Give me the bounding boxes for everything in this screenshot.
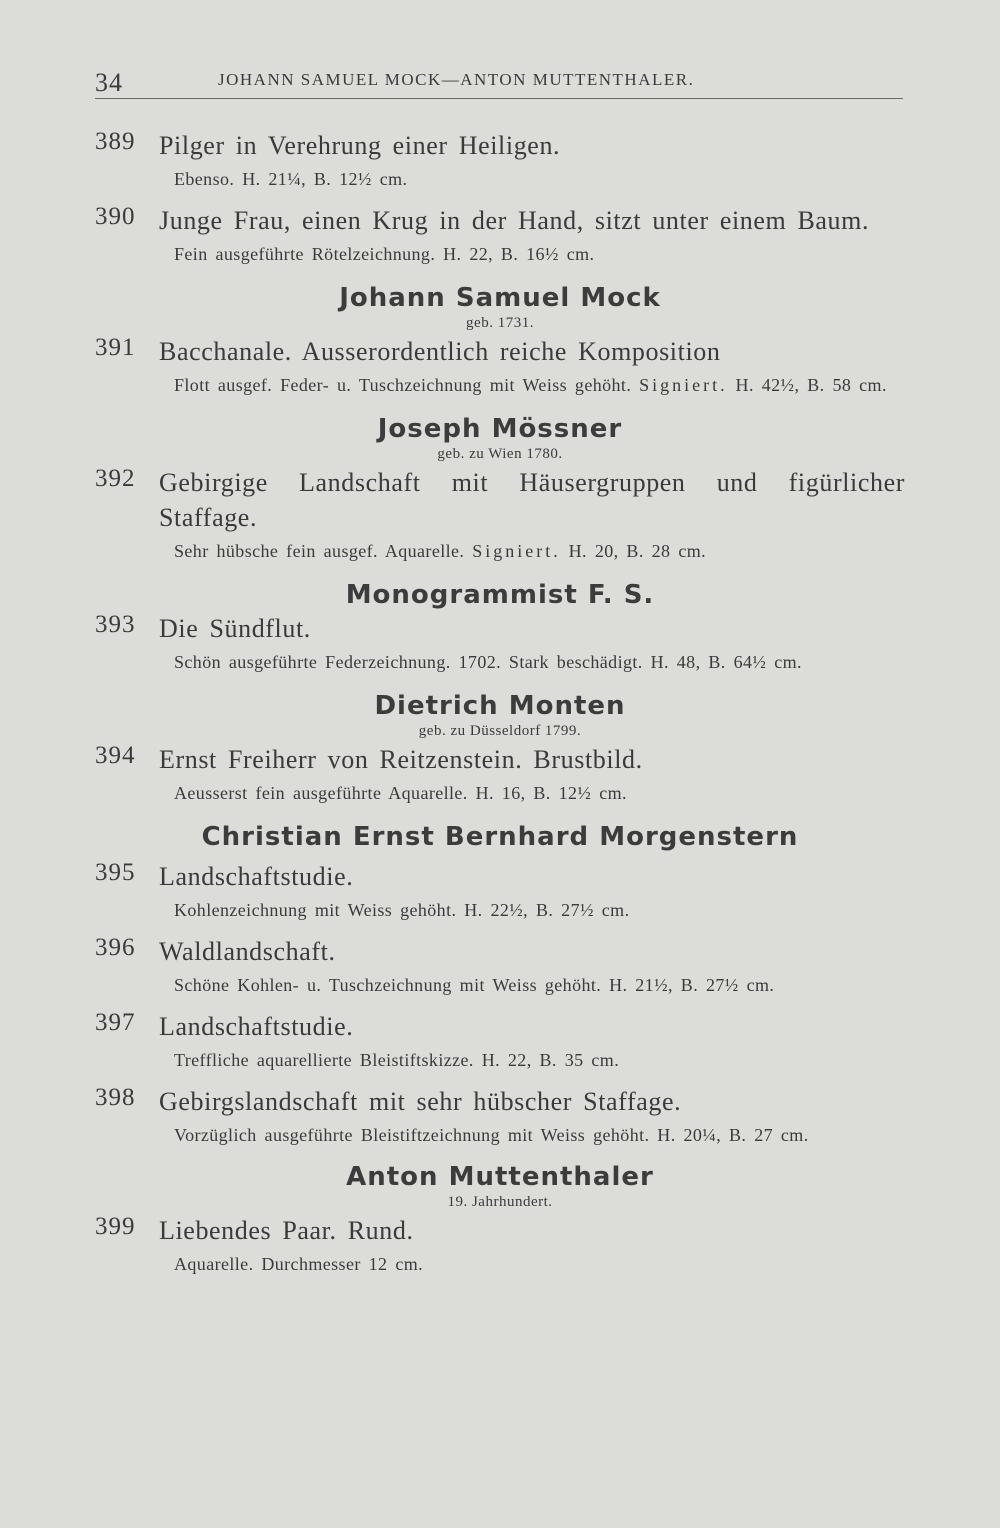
catalog-entry — [95, 742, 905, 805]
entry-title: Waldlandschaft. — [159, 937, 336, 966]
artist-name: Monogrammist F. S. — [345, 580, 655, 610]
catalog-entry — [95, 1213, 905, 1276]
entry-number: 393 — [95, 611, 136, 638]
entry-number: 390 — [95, 203, 136, 230]
entry-title: Pilger in Verehrung einer Heiligen. — [159, 131, 561, 160]
catalog-entry — [95, 934, 905, 997]
artist-name: Anton Muttenthaler — [346, 1162, 654, 1192]
catalog-content — [95, 124, 905, 1276]
entry-description-text: Sehr hübsche fein ausgef. Aquarelle. — [174, 541, 465, 561]
entry-description: Fein ausgeführte Rötelzeichnung. H. 22, B. 16½ cm. — [174, 244, 595, 264]
entry-dimensions: H. 20, B. 28 cm. — [568, 541, 707, 561]
entry-description: Schön ausgeführte Federzeichnung. 1702. Stark beschädigt. H. 48, B. 64½ cm. — [174, 652, 802, 672]
entry-description: Vorzüglich ausgeführte Bleistiftzeichnung mit Weiss gehöht. H. 20¼, B. 27 cm. — [174, 1125, 809, 1145]
entry-description: Aquarelle. Durchmesser 12 cm. — [174, 1254, 424, 1274]
entry-title: Junge Frau, einen Krug in der Hand, sitzt unter einem Baum. — [159, 206, 870, 235]
running-title: JOHANN SAMUEL MOCK—ANTON MUTTENTHALER. — [218, 70, 695, 89]
entry-description — [159, 369, 905, 397]
page-header — [95, 66, 903, 99]
catalog-entry — [95, 1009, 905, 1072]
entry-number: 395 — [95, 859, 136, 886]
artist-name: Dietrich Monten — [374, 691, 626, 721]
entry-description-text: Flott ausgef. Feder- u. Tuschzeichnung mit Weiss gehöht. — [174, 375, 632, 395]
entry-description: Aeusserst fein ausgeführte Aquarelle. H. 16, B. 12½ cm. — [174, 783, 627, 803]
entry-number: 398 — [95, 1084, 136, 1111]
entry-number: 397 — [95, 1009, 136, 1036]
entry-title: Die Sündflut. — [159, 614, 311, 643]
artist-heading — [95, 1161, 905, 1211]
entry-description: Treffliche aquarellierte Bleistiftskizze. H. 22, B. 35 cm. — [174, 1050, 620, 1070]
artist-heading — [95, 282, 905, 332]
entry-title: Bacchanale. Ausserordentlich reiche Komposition — [159, 337, 721, 366]
artist-name: Christian Ernst Bernhard Morgenstern — [201, 822, 799, 852]
catalog-entry — [95, 611, 905, 674]
entry-title: Landschaftstudie. — [159, 1012, 354, 1041]
entry-title: Gebirgige Landschaft mit Häusergruppen und figürlicher Staffage. — [159, 468, 905, 532]
entry-title: Ernst Freiherr von Reitzenstein. Brustbild. — [159, 745, 643, 774]
entry-number: 389 — [95, 128, 136, 155]
artist-heading — [95, 579, 905, 611]
entry-title: Landschaftstudie. — [159, 862, 354, 891]
entry-number: 392 — [95, 465, 136, 492]
catalog-entry — [95, 859, 905, 922]
catalog-entry — [95, 465, 905, 563]
entry-number: 394 — [95, 742, 136, 769]
signed-note: Signiert. — [472, 541, 561, 561]
entry-description: Ebenso. H. 21¼, B. 12½ cm. — [174, 169, 408, 189]
entry-description: Schöne Kohlen- u. Tuschzeichnung mit Weiss gehöht. H. 21½, B. 27½ cm. — [174, 975, 775, 995]
catalog-entry — [95, 334, 905, 397]
catalog-entry — [95, 203, 905, 266]
artist-heading — [95, 413, 905, 463]
entry-description: Kohlenzeichnung mit Weiss gehöht. H. 22½, B. 27½ cm. — [174, 900, 630, 920]
entry-title: Liebendes Paar. Rund. — [159, 1216, 414, 1245]
artist-heading — [95, 821, 905, 853]
artist-name: Joseph Mössner — [377, 414, 623, 444]
page-number: 34 — [95, 68, 123, 97]
entry-description — [159, 535, 905, 563]
artist-born: geb. zu Düsseldorf 1799. — [418, 723, 582, 739]
entry-title: Gebirgslandschaft mit sehr hübscher Staffage. — [159, 1087, 682, 1116]
artist-born: geb. 1731. — [466, 315, 534, 331]
entry-dimensions: H. 42½, B. 58 cm. — [735, 375, 887, 395]
signed-note: Signiert. — [639, 375, 728, 395]
artist-born: 19. Jahrhundert. — [447, 1194, 553, 1210]
artist-name: Johann Samuel Mock — [339, 283, 661, 313]
artist-born: geb. zu Wien 1780. — [437, 446, 563, 462]
catalog-entry — [95, 128, 905, 191]
catalog-entry — [95, 1084, 905, 1147]
entry-number: 391 — [95, 334, 136, 361]
entry-number: 396 — [95, 934, 136, 961]
entry-number: 399 — [95, 1213, 136, 1240]
artist-heading — [95, 690, 905, 740]
